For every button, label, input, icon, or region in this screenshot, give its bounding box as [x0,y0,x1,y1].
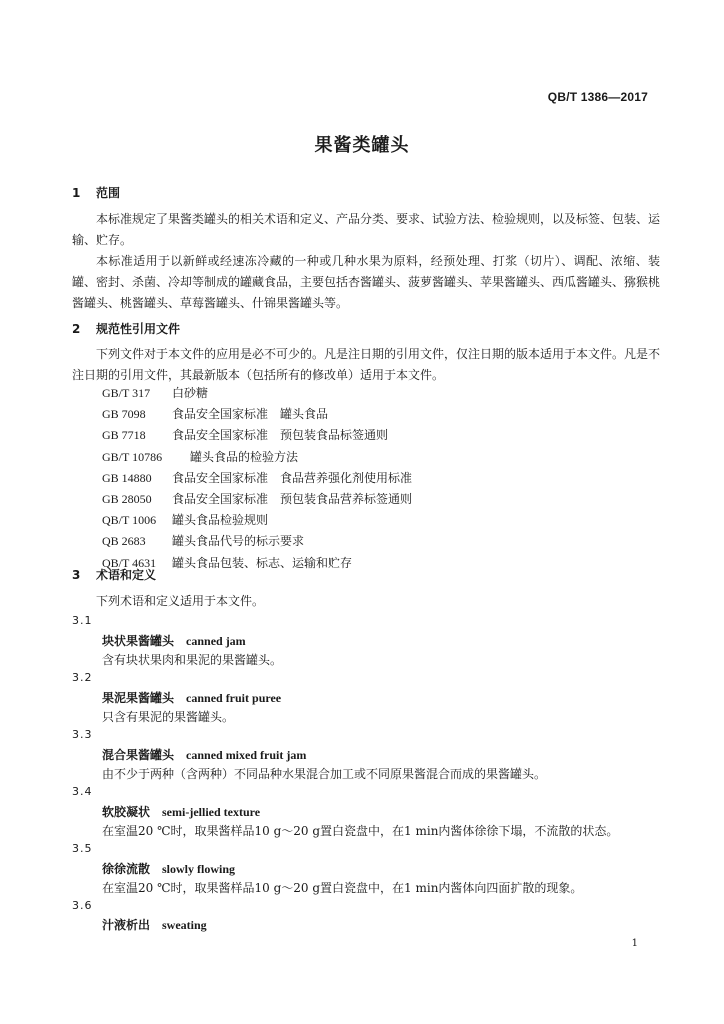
paragraph: 本标准适用于以新鲜或经速冻冷藏的一种或几种水果为原料，经预处理、打浆（切片）、调配、浓缩、装罐、密封、杀菌、冷却等制成的罐藏食品，主要包括杏酱罐头、菠萝酱罐头、苹果酱罐头、西瓜酱罐头、猕猴桃酱罐头、桃酱罐头、草莓酱罐头、什锦果酱罐头等。 [72,254,661,310]
reference-code: GB 7718 [102,428,146,443]
reference-item [102,468,412,489]
term-definition: 只含有果泥的果酱罐头。 [102,710,235,724]
term-number: 3.5 [72,842,93,855]
term-name [102,916,207,933]
section-title: 术语和定义 [96,568,157,582]
term-definition: 在室温20 ℃时，取果酱样品10 g～20 g置白瓷盘中，在1 min内酱体徐徐下塌，不流散的状态。 [102,824,619,838]
term-number: 3.2 [72,671,93,684]
term-definition: 由不少于两种（含两种）不同品种水果混合加工或不同原果酱混合而成的果酱罐头。 [102,767,547,781]
term-number: 3.3 [72,728,93,741]
term-number: 3.6 [72,899,93,912]
reference-code: GB 28050 [102,492,152,507]
reference-title: 食品安全国家标准 预包装食品营养标签通则 [172,492,413,507]
term-en: slowly flowing [162,862,236,876]
paragraph: 本标准规定了果酱类罐头的相关术语和定义、产品分类、要求、试验方法、检验规则，以及标签、包装、运输、贮存。 [72,212,661,247]
reference-item [102,425,412,446]
reference-title: 罐头食品包装、标志、运输和贮存 [172,555,353,570]
reference-item [102,383,412,404]
page-title: 果酱类罐头 [314,135,410,156]
section-title: 规范性引用文件 [96,322,181,336]
term-name [102,746,306,763]
section-number: 2 [72,322,81,336]
reference-code: QB/T 1006 [102,513,157,528]
term-zh: 果泥果酱罐头 [102,691,175,705]
section-number: 1 [72,186,81,200]
reference-title: 白砂糖 [172,386,209,400]
section-heading-scope [72,184,120,201]
term-number: 3.4 [72,785,93,798]
reference-title: 罐头食品检验规则 [172,513,269,528]
reference-code: GB 7098 [102,407,146,422]
page-number: 1 [631,938,638,949]
term-zh: 软胶凝状 [102,805,151,819]
term-zh: 块状果酱罐头 [102,634,175,648]
section-heading-references [72,320,180,337]
scope-paragraphs [72,209,660,314]
paragraph: 下列文件对于本文件的应用是必不可少的。凡是注日期的引用文件，仅注日期的版本适用于本文件。凡是不注日期的引用文件，其最新版本（包括所有的修改单）适用于本文件。 [72,347,661,382]
section-number: 3 [72,568,81,582]
reference-list [102,383,412,574]
reference-code: GB/T 10786 [102,449,163,464]
reference-item [102,447,412,468]
term-number: 3.1 [72,614,93,627]
term-en: canned jam [186,634,246,648]
term-en: semi-jellied texture [162,805,261,819]
reference-title: 食品安全国家标准 食品营养强化剂使用标准 [172,470,413,485]
reference-code: QB 2683 [102,534,146,549]
section-title: 范围 [96,186,121,200]
term-en: sweating [162,918,207,932]
section-heading-terms [72,566,156,583]
reference-title: 罐头食品的检验方法 [190,449,299,464]
references-intro [72,344,660,386]
reference-title: 食品安全国家标准 罐头食品 [172,407,329,422]
standard-code: QB/T 1386—2017 [547,90,648,104]
reference-title: 食品安全国家标准 预包装食品标签通则 [172,428,389,443]
term-zh: 混合果酱罐头 [102,748,175,762]
reference-item [102,531,412,552]
term-en: canned mixed fruit jam [186,748,307,762]
term-name [102,632,246,649]
term-name [102,803,260,820]
term-name [102,689,281,706]
terms-intro [72,591,660,612]
reference-title: 罐头食品代号的标示要求 [172,534,305,549]
reference-code: GB/T 317 [102,386,151,400]
reference-item [102,489,412,510]
term-zh: 徐徐流散 [102,862,151,876]
term-name [102,860,235,877]
term-en: canned fruit puree [186,691,282,705]
paragraph: 下列术语和定义适用于本文件。 [96,594,265,608]
term-zh: 汁液析出 [102,918,151,932]
reference-code: QB/T 4631 [102,555,157,570]
reference-item [102,404,412,425]
reference-item [102,510,412,531]
term-definition: 在室温20 ℃时，取果酱样品10 g～20 g置白瓷盘中，在1 min内酱体向四面扩散的现象。 [102,881,583,895]
term-definition: 含有块状果肉和果泥的果酱罐头。 [102,653,283,667]
reference-code: GB 14880 [102,470,152,485]
